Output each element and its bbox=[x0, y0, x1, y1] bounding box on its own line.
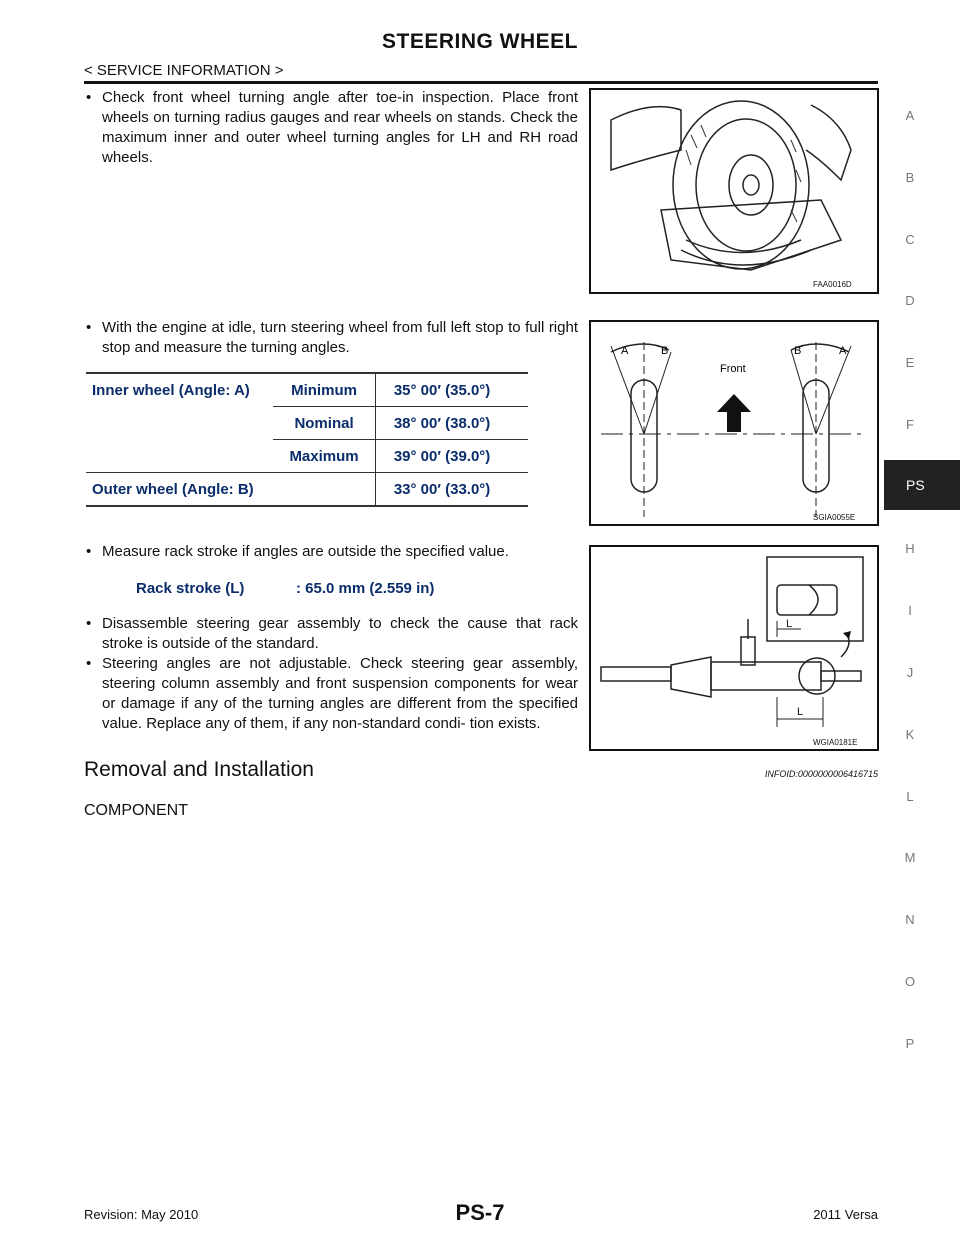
tab-l[interactable]: L bbox=[906, 789, 914, 804]
wheel-on-gauge-illustration bbox=[591, 90, 877, 292]
tab-ps-active[interactable] bbox=[884, 460, 960, 510]
header-divider bbox=[84, 81, 878, 84]
tab-o[interactable]: O bbox=[904, 974, 916, 989]
turning-angle-illustration bbox=[591, 322, 877, 524]
spec-name: Minimum bbox=[273, 373, 375, 407]
paragraph-text: Check front wheel turning angle after toe-in inspection. Place front wheels on turning radius gauges and rear wheels on stands. Check the maximum inner and outer wheel turning angles for LH and RH road wheels. bbox=[102, 89, 578, 166]
tab-d[interactable]: D bbox=[905, 293, 915, 308]
table-row bbox=[86, 473, 528, 507]
paragraph-text: Steering angles are not adjustable. Check steering gear assembly, steering column assembly and front suspension components for wear or damage if any of the turning angles are different from the specified value. Replace any of them, if any non-standard condi- tion exists. bbox=[102, 655, 578, 732]
tab-n[interactable]: N bbox=[905, 912, 915, 927]
bullet-marker: • bbox=[86, 319, 92, 336]
spec-value: 33° 00′ (33.0°) bbox=[375, 473, 528, 507]
tab-a[interactable]: A bbox=[905, 108, 915, 123]
paragraph-turning-angle-check bbox=[86, 88, 578, 168]
tab-f[interactable]: F bbox=[906, 417, 914, 432]
diagram-label-b: B bbox=[794, 345, 802, 357]
turning-angle-spec-table bbox=[86, 372, 528, 507]
bullet-marker: • bbox=[86, 615, 92, 632]
tab-p[interactable]: P bbox=[905, 1036, 915, 1051]
tab-i[interactable]: I bbox=[908, 603, 912, 618]
bullet-marker: • bbox=[86, 543, 92, 560]
paragraph-not-adjustable bbox=[86, 654, 578, 734]
inner-wheel-label: Inner wheel (Angle: A) bbox=[86, 373, 273, 473]
subsection-heading: COMPONENT bbox=[84, 802, 188, 819]
footer-revision: Revision: May 2010 bbox=[84, 1207, 199, 1222]
rack-label-l: L bbox=[797, 706, 804, 718]
figure-code: WGIA0181E bbox=[813, 738, 858, 747]
page-number: PS-7 bbox=[455, 1200, 505, 1225]
page-title: STEERING WHEEL bbox=[381, 30, 578, 53]
spec-value: 39° 00′ (39.0°) bbox=[375, 440, 528, 473]
tab-b[interactable]: B bbox=[905, 170, 915, 185]
diagram-label-b: B bbox=[661, 345, 669, 357]
steering-rack-illustration bbox=[591, 547, 877, 749]
tab-e[interactable]: E bbox=[905, 355, 915, 370]
diagram-label-a: A bbox=[621, 345, 629, 357]
paragraph-measure-angles bbox=[86, 318, 578, 358]
spec-value: 35° 00′ (35.0°) bbox=[375, 373, 528, 407]
rack-stroke-value: : 65.0 mm (2.559 in) bbox=[296, 580, 435, 597]
diagram-label-front: Front bbox=[720, 363, 746, 375]
paragraph-rack-stroke bbox=[86, 542, 578, 562]
spec-name: Nominal bbox=[273, 407, 375, 440]
tab-ps-label: PS bbox=[906, 477, 925, 493]
outer-wheel-label: Outer wheel (Angle: B) bbox=[86, 473, 375, 507]
section-heading: Removal and Installation bbox=[84, 758, 314, 781]
section-breadcrumb: < SERVICE INFORMATION > bbox=[84, 62, 284, 79]
rack-stroke-label: Rack stroke (L) bbox=[136, 580, 245, 597]
diagram-label-a: A bbox=[839, 345, 847, 357]
tab-c[interactable]: C bbox=[905, 232, 915, 247]
bullet-marker: • bbox=[86, 655, 92, 672]
paragraph-text: Disassemble steering gear assembly to check the cause that rack stroke is outside of the standard. bbox=[102, 615, 578, 652]
info-id: INFOID:0000000006416715 bbox=[764, 769, 878, 779]
figure-turning-angle-diagram bbox=[589, 320, 879, 526]
tab-m[interactable]: M bbox=[904, 850, 916, 865]
figure-code: SGIA0055E bbox=[813, 513, 856, 522]
spec-value: 38° 00′ (38.0°) bbox=[375, 407, 528, 440]
bullet-marker: • bbox=[86, 89, 92, 106]
table-row bbox=[86, 373, 528, 407]
figure-steering-rack bbox=[589, 545, 879, 751]
figure-wheel-on-gauge bbox=[589, 88, 879, 294]
tab-k[interactable]: K bbox=[905, 727, 915, 742]
footer-model: 2011 Versa bbox=[813, 1207, 878, 1222]
rack-inset-label-l: L bbox=[786, 618, 793, 630]
figure-code: FAA0016D bbox=[813, 280, 852, 289]
paragraph-text: With the engine at idle, turn steering wheel from full left stop to full right stop and measure the turning angles. bbox=[102, 319, 578, 356]
tab-j[interactable]: J bbox=[906, 665, 914, 680]
spec-name: Maximum bbox=[273, 440, 375, 473]
tab-h[interactable]: H bbox=[905, 541, 915, 556]
paragraph-disassemble bbox=[86, 614, 578, 654]
paragraph-text: Measure rack stroke if angles are outside the specified value. bbox=[102, 543, 509, 560]
